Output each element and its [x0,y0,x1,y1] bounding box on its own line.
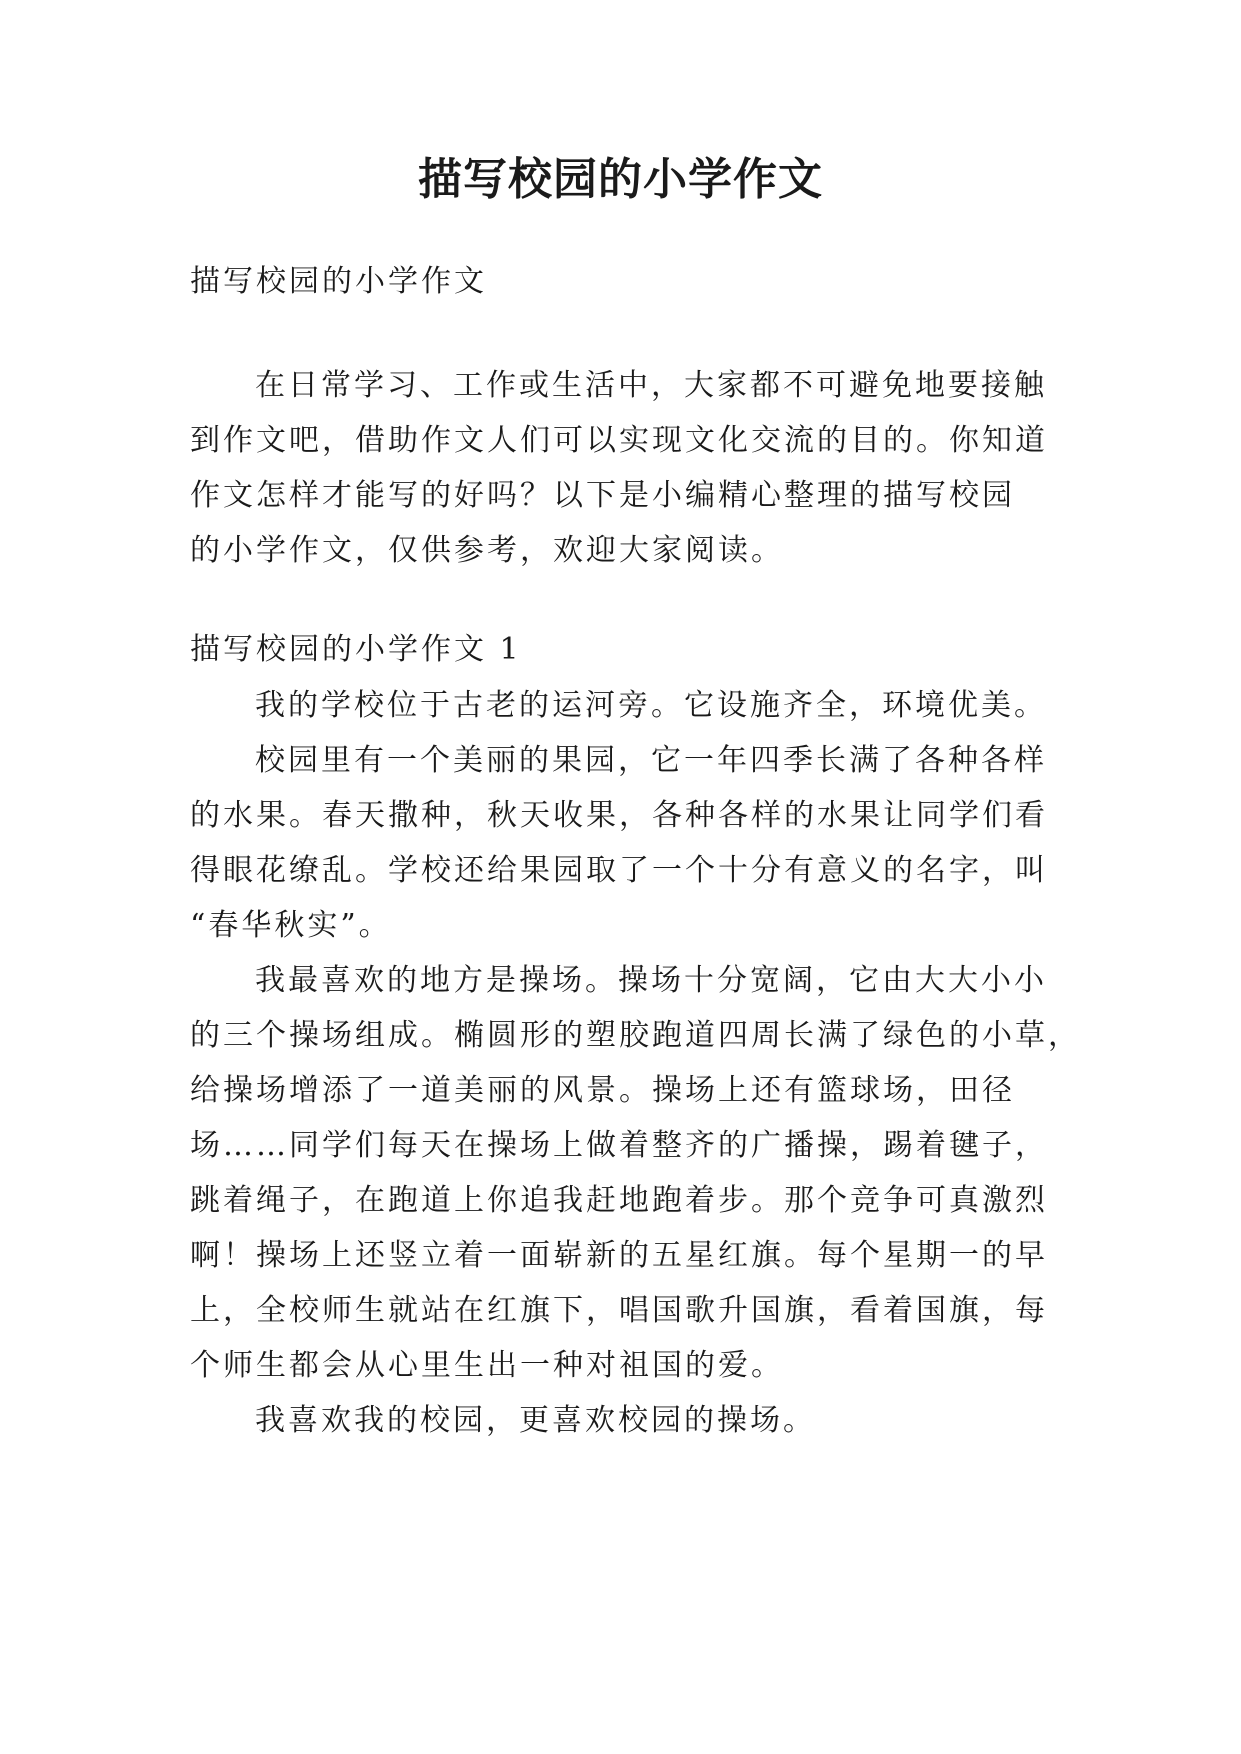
document-subtitle: 描写校园的小学作文 [190,264,487,299]
paragraph-line: 上，全校师生就站在红旗下，唱国歌升国旗，看着国旗，每 [190,1293,1048,1328]
paragraph-line: “春华秋实”。 [190,908,392,943]
essay-heading: 描写校园的小学作文 1 [190,632,522,667]
paragraph-line: 场……同学们每天在操场上做着整齐的广播操，踢着毽子， [190,1128,1048,1163]
paragraph-line: 得眼花缭乱。学校还给果园取了一个十分有意义的名字，叫 [190,853,1048,888]
paragraph-line: 的水果。春天撒种，秋天收果，各种各样的水果让同学们看 [190,798,1048,833]
paragraph-line: 我的学校位于古老的运河旁。它设施齐全，环境优美。 [255,688,1047,723]
paragraph-line: 个师生都会从心里生出一种对祖国的爱。 [190,1348,784,1383]
paragraph-line: 我最喜欢的地方是操场。操场十分宽阔，它由大大小小 [255,963,1047,998]
paragraph-line: 校园里有一个美丽的果园，它一年四季长满了各种各样 [255,743,1047,778]
paragraph-line: 啊！操场上还竖立着一面崭新的五星红旗。每个星期一的早 [190,1238,1048,1273]
intro-line: 的小学作文，仅供参考，欢迎大家阅读。 [190,533,784,568]
paragraph-line: 的三个操场组成。椭圆形的塑胶跑道四周长满了绿色的小草， [190,1018,1081,1053]
paragraph-line: 跳着绳子，在跑道上你追我赶地跑着步。那个竞争可真激烈 [190,1183,1048,1218]
intro-line: 到作文吧，借助作文人们可以实现文化交流的目的。你知道 [190,423,1048,458]
intro-line: 在日常学习、工作或生活中，大家都不可避免地要接触 [255,368,1047,403]
document-title: 描写校园的小学作文 [418,154,823,205]
paragraph-line: 给操场增添了一道美丽的风景。操场上还有篮球场，田径 [190,1073,1015,1108]
intro-line: 作文怎样才能写的好吗？以下是小编精心整理的描写校园 [190,478,1015,513]
paragraph-line: 我喜欢我的校园，更喜欢校园的操场。 [255,1403,816,1438]
